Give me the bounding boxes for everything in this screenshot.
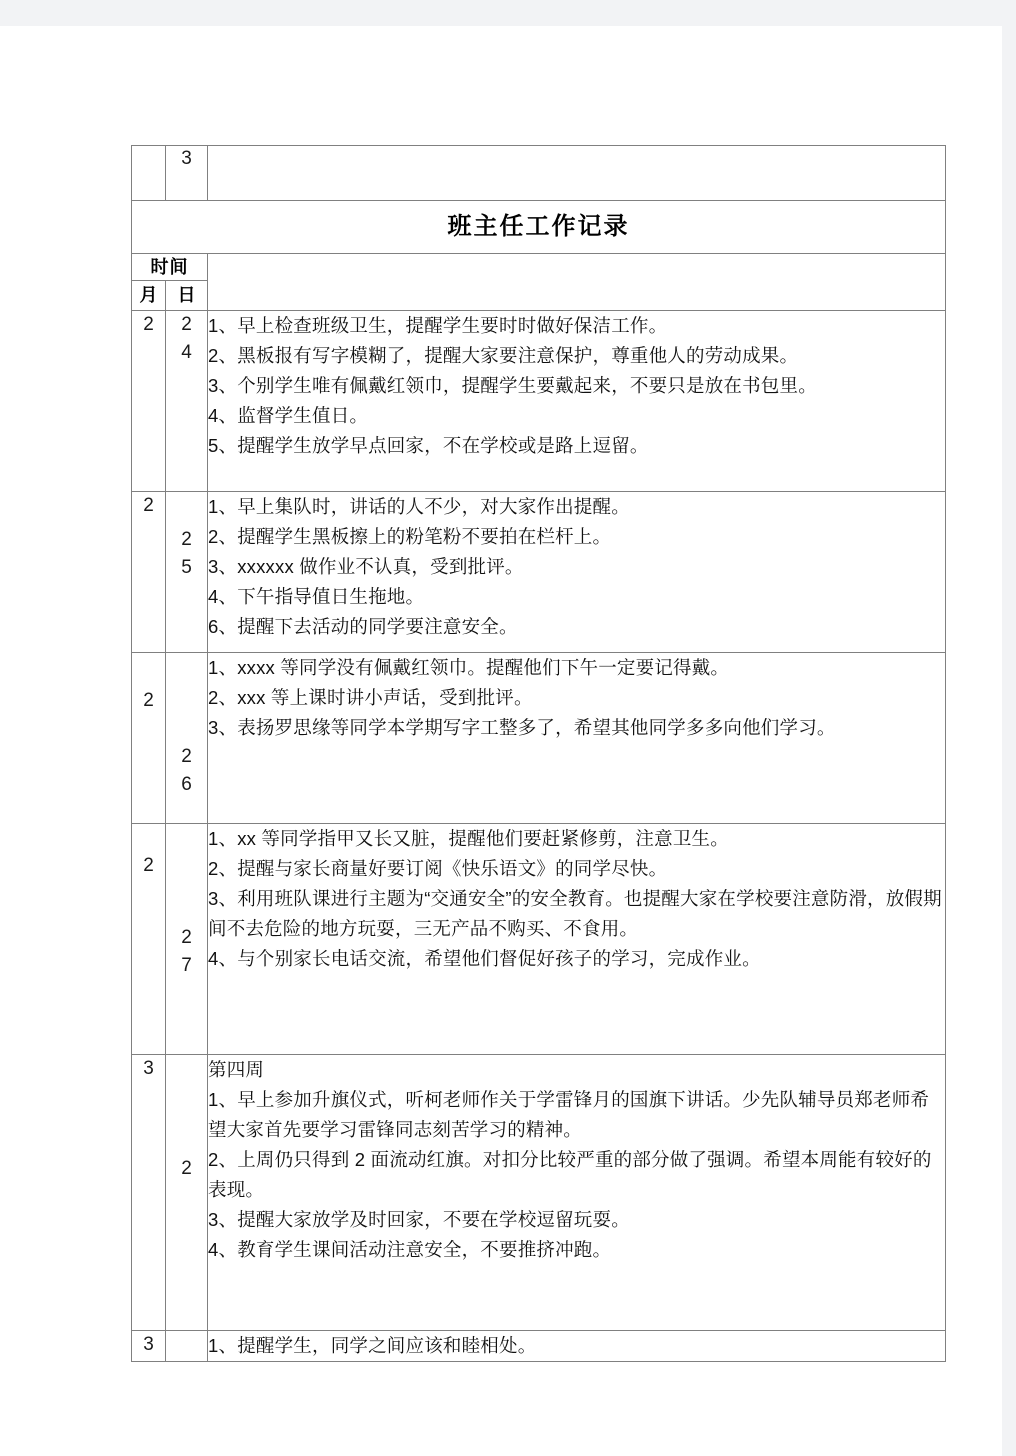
table-body — [132, 146, 946, 1362]
entry-line: 2、xxx 等上课时讲小声话，受到批评。 — [208, 687, 533, 708]
entry-line: 5、提醒学生放学早点回家，不在学校或是路上逗留。 — [208, 435, 649, 456]
entry-line: 3、提醒大家放学及时回家，不要在学校逗留玩耍。 — [208, 1209, 630, 1230]
entry-line: 1、xx 等同学指甲又长又脏，提醒他们要赶紧修剪，注意卫生。 — [208, 828, 729, 849]
title-cell — [132, 201, 946, 254]
entry-body-cell — [208, 653, 946, 824]
day-value — [166, 824, 207, 980]
page-top-margin — [0, 0, 1016, 26]
entry-line: 1、提醒学生，同学之间应该和睦相处。 — [208, 1335, 537, 1356]
day-digit: 2 — [181, 314, 192, 335]
month-cell — [132, 653, 166, 824]
day-cell — [166, 311, 208, 492]
entry-line: 4、与个别家长电话交流，希望他们督促好孩子的学习，完成作业。 — [208, 948, 761, 969]
work-record-table — [131, 145, 946, 1362]
month-value: 2 — [143, 314, 154, 335]
entry-line: 1、早上参加升旗仪式，听柯老师作关于学雷锋月的国旗下讲话。少先队辅导员郑老师希望大家首先要学习雷锋同志刻苦学习的精神。 — [208, 1089, 930, 1140]
table-row — [132, 824, 946, 1055]
month-header-cell — [132, 281, 166, 311]
page-right-margin — [1002, 26, 1016, 1456]
entry-line: 4、下午指导值日生拖地。 — [208, 586, 425, 607]
table-row — [132, 1055, 946, 1331]
month-cell — [132, 1331, 166, 1362]
month-cell — [132, 1055, 166, 1331]
stub-day-cell: 3 — [166, 146, 208, 201]
entry-line: 6、提醒下去活动的同学要注意安全。 — [208, 616, 518, 637]
entry-line: 2、黑板报有写字模糊了，提醒大家要注意保护，尊重他人的劳动成果。 — [208, 345, 799, 366]
table-row — [132, 492, 946, 653]
day-digit: 2 — [181, 927, 192, 948]
month-value: 3 — [143, 1058, 154, 1079]
day-cell — [166, 824, 208, 1055]
entry-line: 3、利用班队课进行主题为“交通安全”的安全教育。也提醒大家在学校要注意防滑，放假期间不去危险的地方玩耍，三无产品不购买、不食用。 — [208, 888, 942, 939]
entry-body-cell — [208, 824, 946, 1055]
day-cell — [166, 1055, 208, 1331]
entry-line: 第四周 — [208, 1059, 265, 1080]
entry-line: 2、提醒与家长商量好要订阅《快乐语文》的同学尽快。 — [208, 858, 668, 879]
month-header-label: 月 — [139, 285, 158, 305]
day-digit: 2 — [181, 1158, 192, 1179]
day-cell — [166, 492, 208, 653]
page-title: 班主任工作记录 — [447, 213, 630, 240]
day-value — [166, 311, 207, 367]
entry-line: 2、提醒学生黑板擦上的粉笔粉不要拍在栏杆上。 — [208, 526, 612, 547]
month-cell — [132, 824, 166, 1055]
entry-line: 3、xxxxxx 做作业不认真，受到批评。 — [208, 556, 524, 577]
first-entry-body-top — [208, 254, 946, 311]
table-row — [132, 1331, 946, 1362]
table-row — [132, 311, 946, 492]
entry-line: 3、个别学生唯有佩戴红领巾，提醒学生要戴起来，不要只是放在书包里。 — [208, 375, 817, 396]
stub-body-cell — [208, 146, 946, 201]
day-digit: 2 — [181, 746, 192, 767]
month-value: 3 — [143, 1334, 154, 1355]
table-row-stub — [132, 146, 946, 201]
month-value: 2 — [143, 495, 154, 516]
entry-body-cell — [208, 1331, 946, 1362]
day-digit: 2 — [181, 529, 192, 550]
day-header-cell — [166, 281, 208, 311]
entry-line: 1、早上检查班级卫生，提醒学生要时时做好保洁工作。 — [208, 315, 668, 336]
day-digit: 4 — [181, 342, 192, 363]
month-cell — [132, 311, 166, 492]
entry-line: 2、上周仍只得到 2 面流动红旗。对扣分比较严重的部分做了强调。希望本周能有较好的表现。 — [208, 1149, 932, 1200]
entry-line: 4、监督学生值日。 — [208, 405, 369, 426]
entry-line: 3、表扬罗思缘等同学本学期写字工整多了，希望其他同学多多向他们学习。 — [208, 717, 836, 738]
day-cell — [166, 653, 208, 824]
time-header-label: 时间 — [150, 257, 189, 277]
month-value: 2 — [143, 690, 154, 711]
day-value — [166, 1055, 207, 1183]
stub-month-cell — [132, 146, 166, 201]
entry-line: 4、教育学生课间活动注意安全，不要推挤冲跑。 — [208, 1239, 612, 1260]
day-header-label: 日 — [177, 285, 196, 305]
day-value — [166, 492, 207, 582]
time-header-cell — [132, 254, 208, 281]
table-row — [132, 653, 946, 824]
day-digit: 6 — [181, 774, 192, 795]
month-value: 2 — [143, 855, 154, 876]
page-sheet — [0, 26, 1002, 1456]
day-digit: 5 — [181, 557, 192, 578]
table-row-time-header — [132, 254, 946, 281]
entry-body-cell — [208, 492, 946, 653]
entry-line: 1、xxxx 等同学没有佩戴红领巾。提醒他们下午一定要记得戴。 — [208, 657, 730, 678]
entry-body-cell — [208, 311, 946, 492]
month-cell — [132, 492, 166, 653]
day-digit: 7 — [181, 955, 192, 976]
entry-line: 1、早上集队时，讲话的人不少，对大家作出提醒。 — [208, 496, 630, 517]
day-cell — [166, 1331, 208, 1362]
day-value — [166, 653, 207, 799]
table-row-title — [132, 201, 946, 254]
entry-body-cell — [208, 1055, 946, 1331]
